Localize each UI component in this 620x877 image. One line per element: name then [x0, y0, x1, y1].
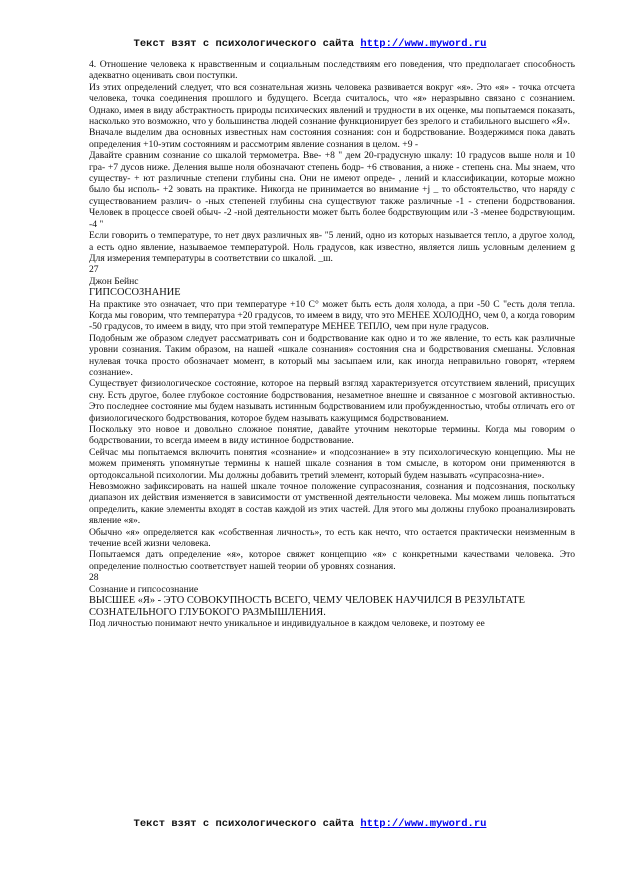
- banner-text: Текст взят с психологического сайта: [133, 818, 355, 830]
- paragraph-physiological: Существует физиологическое состояние, которое на первый взгляд характеризуется отсутствием явлений, присущих сну. Есть другое, более глубокое состояние бодрствования, незаметное внешне и связанное с мозговой активностью. Это последнее состояние мы будем называть истинным бодрствованием или пробужденностью, чтобы отличать его от физиологического бодрствования, которое будем называть кажущимся бодрствованием.: [89, 378, 575, 424]
- running-title: Сознание и гипсосознание: [89, 583, 199, 595]
- paragraph-personality: Под личностью понимают нечто уникальное и индивидуальное в каждом человеке, и поэтому ее: [89, 617, 485, 629]
- paragraph-terms: Поскольку это новое и довольно сложное понятие, давайте уточним некоторые термины. Когда мы говорим о бодрствовании, то всегда имеем в виду истинное бодрствование.: [89, 424, 575, 447]
- paragraph-concepts: Сейчас мы попытаемся включить понятия «сознание» и «подсознание» в эту психологическую концепцию. Мы не можем применять упомянутые термины к нашей шкале сознания в том смысле, в котором они применяются в ортодоксальной психологии. Мы должны добавить третий элемент, который будем называть «супрасозна-ние».: [89, 446, 575, 481]
- paragraph-self-definition: Из этих определений следует, что вся сознательная жизнь человека развивается вокруг «я». Это «я» - точка отсчета человека, точка соединения прошлого и будущего. Всегда считалось, что «я» неразрывно связано с сознанием. Однако, имея в виду абстрактность природы психических явлений и трудности в их оценке, мы попытаемся показать, насколько это возможно, что у большинства людей сознание функционирует без зрелого и стабильного высшего «Я».: [89, 81, 575, 128]
- page-number: 27: [89, 264, 99, 276]
- banner-link[interactable]: http://www.myword.ru: [360, 38, 487, 50]
- header-banner: [0, 38, 620, 50]
- author-name: Джон Бейнс: [89, 275, 139, 287]
- paragraph-impossible: Невозможно зафиксировать на нашей шкале точное положение супрасознания, сознания и подсознания, поскольку диапазон их действия изменяется в зависимости от умственной деятельности человека. Мы можем лишь попытаться определить, какие элементы входят в состав каждой из этих частей. Для этого мы должны глубоко проанализировать явление «я».: [89, 481, 575, 527]
- footer-banner: [0, 818, 620, 830]
- banner-link[interactable]: http://www.myword.ru: [360, 818, 487, 830]
- document-body: [89, 59, 575, 629]
- paragraph-similar: Подобным же образом следует рассматривать сон и бодрствование как одно и то же явление, то есть как различные уровни сознания. Таким образом, на нашей «шкале сознания» состояния сна и бодрствования смешаны. Условная нулевая точка просто обозначает момент, в который мы засыпаем или, как иногда неправильно говорят, «теряем сознание».: [89, 332, 575, 378]
- book-title: ГИПСОСОЗНАНИЕ: [89, 287, 181, 299]
- paragraph-temperature: Если говорить о температуре, то нет двух различных яв- "5 лений, одно из которых называется тепло, а другое холод, а есть одно явление, называемое температурой. Ноль градусов, как известно, является лишь условным делением g Для измерения температуры в соответствии со шкалой. _ш.: [89, 230, 575, 264]
- definition-heading: ВЫСШЕЕ «Я» - ЭТО СОВОКУПНОСТЬ ВСЕГО, ЧЕМУ ЧЕЛОВЕК НАУЧИЛСЯ В РЕЗУЛЬТАТЕ СОЗНАТЕЛЬНОГО ГЛУБОКОГО РАЗМЫШЛЕНИЯ.: [89, 595, 526, 618]
- paragraph-attempt: Попытаемся дать определение «я», которое свяжет концепцию «я» с конкретными качествами человека. Это определение полностью соответствует нашей теории об уровнях сознания.: [89, 549, 575, 572]
- page-number: 28: [89, 572, 99, 584]
- paragraph-sleep-wake: Вначале выделим два основных известных нам состояния сознания: сон и бодрствование. Воздержимся пока давать определения +10-этим состояниям и рассмотрим явление сознания в целом. +9 -: [89, 127, 575, 150]
- paragraph-practice: На практике это означает, что при температуре +10 С° может быть есть доля холода, а при -50 С "есть доля тепла. Когда мы говорим, что температура +20 градусов, то имеем в виду, что это МЕНЕЕ ХОЛОДНО, чем 0, а когда говорим -50 градусов, то имеем в виду, что при этой температуре МЕНЕЕ ТЕПЛО, чем при нуле градусов.: [89, 298, 575, 333]
- paragraph-point-4: 4. Отношение человека к нравственным и социальным последствиям его поведения, что предполагает способность адекватно оценивать свои поступки.: [89, 59, 575, 82]
- paragraph-usually: Обычно «я» определяется как «собственная личность», то есть как нечто, что остается практически неизменным в течение всей жизни человека.: [89, 526, 575, 550]
- banner-text: Текст взят с психологического сайта: [133, 38, 355, 50]
- paragraph-thermometer: Давайте сравним сознание со шкалой термометра. Вве- +8 " дем 20-градусную шкалу: 10 градусов выше ноля и 10 гра- +7 дусов ниже. Деления выше ноля обозначают степень бодр- +6 ствования, а ниже - степень сна. Мы знаем, что существу- + ют различные степени глубины сна. Они не имеют опреде- , лений и классификации, которые можно было бы исполь- +2 зовать на практике. Никогда не принимается во внимание +j _ то обстоятельство, что наряду с существованием различ- о -ных степеней глубины сна существуют также различные -1 - степени бодрствования. Человек в процессе своей обыч- -2 -ной деятельности может быть более бодрствующим или -3 -менее бодрствующим. -4 ": [89, 150, 575, 230]
